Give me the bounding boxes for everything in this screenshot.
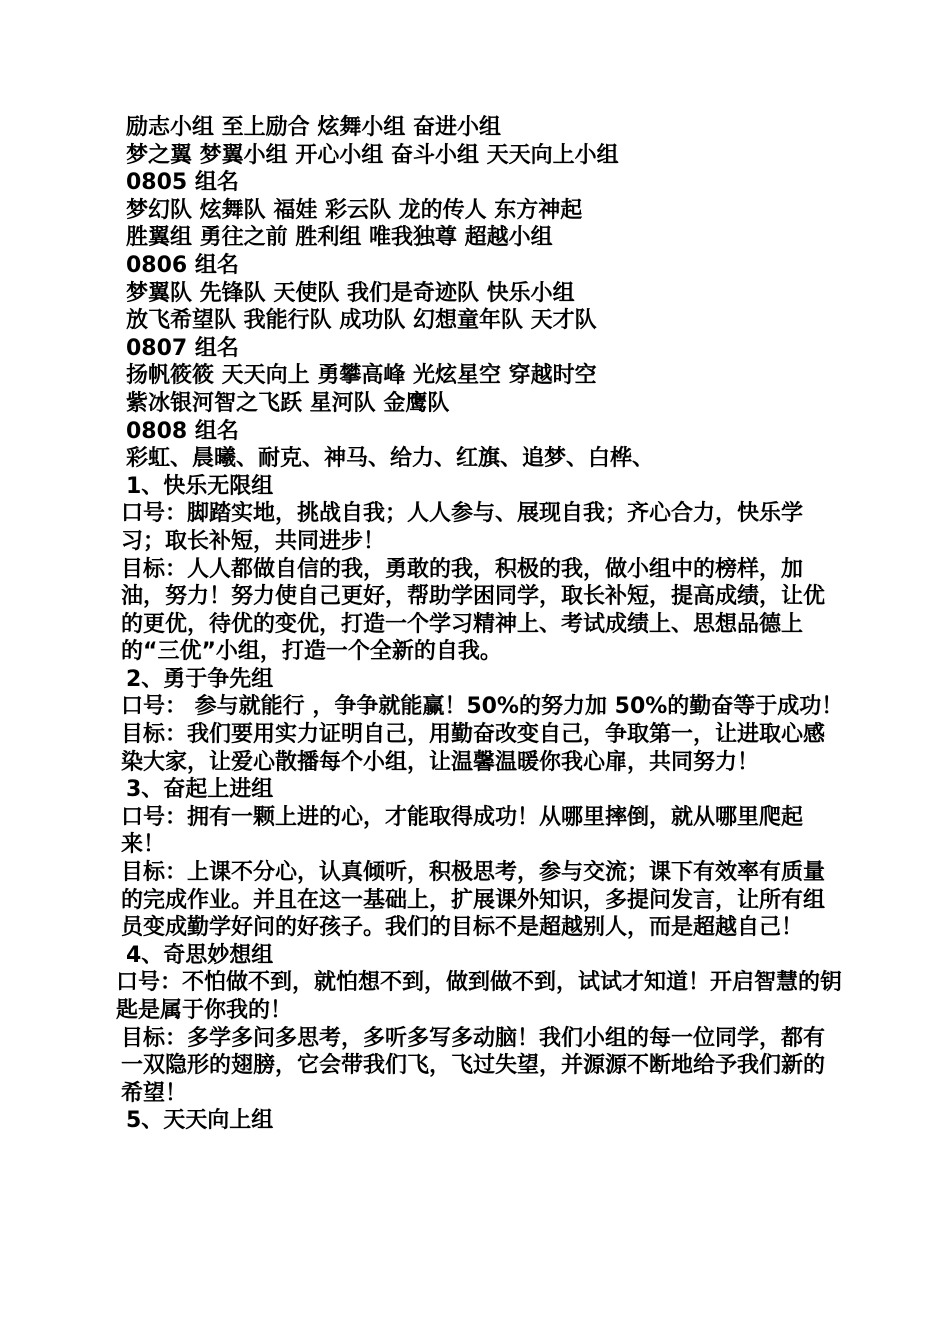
document-body xyxy=(116,114,846,1135)
group-slogan: 口号：拥有一颗上进的心，才能取得成功！从哪里摔倒，就从哪里爬起来！ xyxy=(121,804,804,858)
class-heading-0806: 0806 组名 xyxy=(126,252,239,278)
class-heading-0808: 0808 组名 xyxy=(126,418,239,444)
group-title: 2、勇于争先组 xyxy=(126,666,274,692)
class-heading-0805: 0805 组名 xyxy=(126,170,239,196)
group-names-line: 扬帆筱筱 天天向上 勇攀高峰 光炫星空 穿越时空 xyxy=(126,363,597,389)
group-names-line: 梦翼队 先锋队 天使队 我们是奇迹队 快乐小组 xyxy=(126,280,575,306)
group-goal: 目标：多学多问多思考，多听多写多动脑！我们小组的每一位同学，都有一双隐形的翅膀，它会带我们飞，飞过失望，并源源不断地给予我们新的希望！ xyxy=(121,1025,826,1106)
group-names-line: 梦幻队 炫舞队 福娃 彩云队 龙的传人 东方神起 xyxy=(126,197,583,223)
group-slogan: 口号： 参与就能行 ，争争就能赢！50%的努力加 50%的勤奋等于成功！ xyxy=(121,694,844,720)
group-title: 5、天天向上组 xyxy=(126,1108,274,1134)
class-heading-0807: 0807 组名 xyxy=(126,335,239,361)
group-title: 3、奋起上进组 xyxy=(126,777,274,803)
group-names-line: 胜翼组 勇往之前 胜利组 唯我独尊 超越小组 xyxy=(126,225,553,251)
group-goal: 目标：上课不分心，认真倾听，积极思考，参与交流；课下有效率有质量的完成作业。并且在这一基础上，扩展课外知识，多提问发言，让所有组员变成勤学好问的好孩子。我们的目标不是超越别人，而是超越自己！ xyxy=(121,860,826,941)
group-slogan: 口号：脚踏实地，挑战自我；人人参与、展现自我；齐心合力，快乐学习；取长补短，共同进步！ xyxy=(121,501,804,554)
group-title: 1、快乐无限组 xyxy=(126,473,274,499)
group-goal: 目标：我们要用实力证明自己，用勤奋改变自己，争取第一，让进取心感染大家，让爱心散播每个小组，让温馨温暖你我心扉，共同努力！ xyxy=(121,722,826,775)
group-names-line: 紫冰银河智之飞跃 星河队 金鹰队 xyxy=(126,390,450,416)
group-names-line: 彩虹、晨曦、耐克、神马、给力、红旗、追梦、白桦、 xyxy=(126,446,655,472)
group-goal: 目标：人人都做自信的我，勇敢的我，积极的我，做小组中的榜样，加油，努力！努力使自己更好，帮助学困同学，取长补短，提高成绩，让优的更优，待优的变优，打造一个学习精神上、考试成绩上、思想品德上的“三优”小组，打造一个全新的自我。 xyxy=(121,556,826,665)
group-title: 4、奇思妙想组 xyxy=(126,942,274,968)
group-names-line: 励志小组 至上励合 炫舞小组 奋进小组 xyxy=(126,115,501,140)
group-names-line: 梦之翼 梦翼小组 开心小组 奋斗小组 天天向上小组 xyxy=(126,142,619,168)
group-slogan: 口号：不怕做不到，就怕想不到，做到做不到，试试才知道！开启智慧的钥匙是属于你我的！ xyxy=(116,970,843,1023)
group-names-line: 放飞希望队 我能行队 成功队 幻想童年队 天才队 xyxy=(126,308,597,334)
